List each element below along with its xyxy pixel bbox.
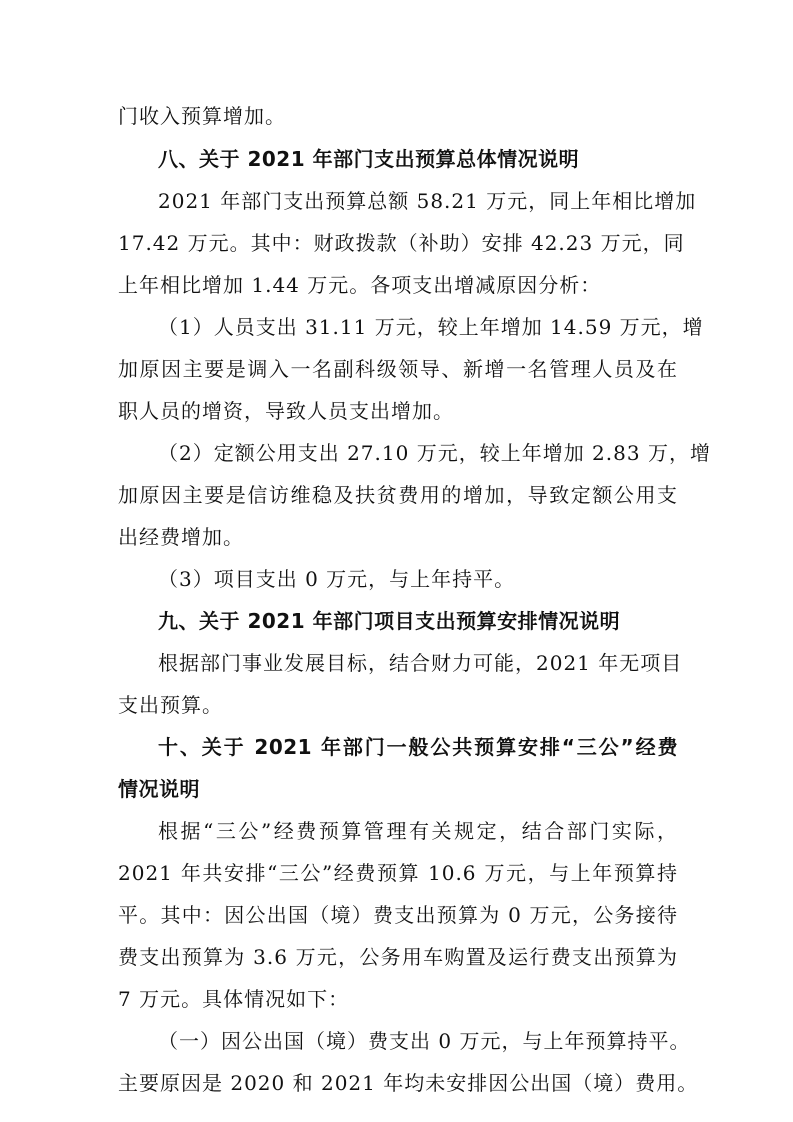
paragraph-line: 根据部门事业发展目标，结合财力可能，2021 年无项目 bbox=[158, 651, 683, 675]
section-heading-9: 九、关于 2021 年部门项目支出预算安排情况说明 bbox=[158, 609, 621, 633]
paragraph-line: （2）定额公用支出 27.10 万元，较上年增加 2.83 万，增 bbox=[158, 441, 711, 465]
paragraph-line: （3）项目支出 0 万元，与上年持平。 bbox=[158, 567, 516, 591]
paragraph-line: 出经费增加。 bbox=[118, 525, 244, 549]
paragraph-line: 费支出预算为 3.6 万元，公务用车购置及运行费支出预算为 bbox=[118, 945, 678, 969]
paragraph-line: 加原因主要是调入一名副科级领导、新增一名管理人员及在 bbox=[118, 357, 678, 381]
paragraph-line: 职人员的增资，导致人员支出增加。 bbox=[118, 399, 454, 423]
paragraph-line: 主要原因是 2020 和 2021 年均未安排因公出国（境）费用。 bbox=[118, 1071, 699, 1095]
paragraph-line: 上年相比增加 1.44 万元。各项支出增减原因分析： bbox=[118, 273, 602, 297]
paragraph-line: 2021 年部门支出预算总额 58.21 万元，同上年相比增加 bbox=[158, 189, 697, 213]
section-heading-8: 八、关于 2021 年部门支出预算总体情况说明 bbox=[158, 147, 580, 171]
paragraph-line: （1）人员支出 31.11 万元，较上年增加 14.59 万元，增 bbox=[158, 315, 704, 339]
paragraph-line: 门收入预算增加。 bbox=[118, 104, 286, 128]
paragraph-line: 根据“三公”经费预算管理有关规定，结合部门实际， bbox=[158, 819, 678, 843]
section-heading-10: 十、关于 2021 年部门一般公共预算安排“三公”经费 bbox=[158, 735, 678, 759]
paragraph-line: （一）因公出国（境）费支出 0 万元，与上年预算持平。 bbox=[158, 1029, 691, 1053]
paragraph-line: 平。其中：因公出国（境）费支出预算为 0 万元，公务接待 bbox=[118, 903, 678, 927]
paragraph-line: 7 万元。具体情况如下： bbox=[118, 987, 350, 1011]
section-heading-10-cont: 情况说明 bbox=[118, 777, 200, 801]
paragraph-line: 17.42 万元。其中：财政拨款（补助）安排 42.23 万元，同 bbox=[118, 231, 685, 255]
paragraph-line: 2021 年共安排“三公”经费预算 10.6 万元，与上年预算持 bbox=[118, 861, 678, 885]
paragraph-line: 支出预算。 bbox=[118, 693, 223, 717]
paragraph-line: 加原因主要是信访维稳及扶贫费用的增加，导致定额公用支 bbox=[118, 483, 678, 507]
